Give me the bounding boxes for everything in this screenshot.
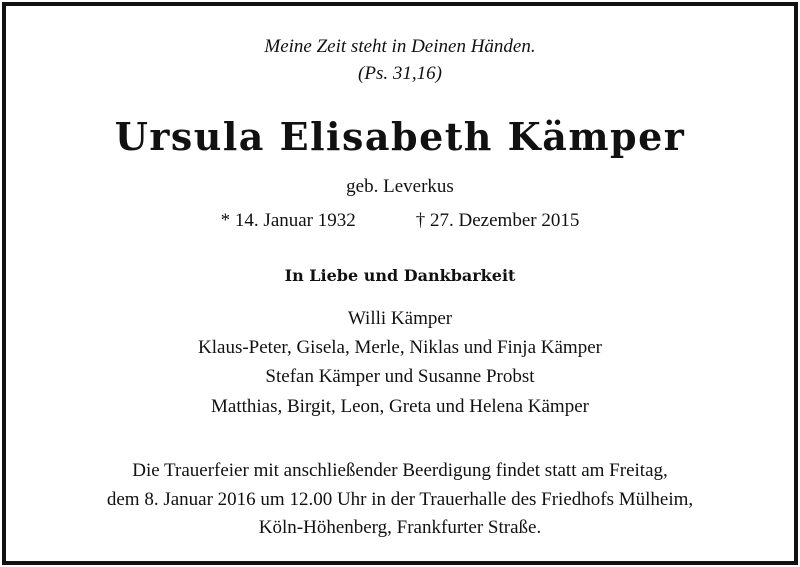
deceased-name: Ursula Elisabeth Kämper xyxy=(114,114,686,159)
mourner-line: Matthias, Birgit, Leon, Greta und Helena Kämper xyxy=(211,396,589,417)
funeral-notice-line: dem 8. Januar 2016 um 12.00 Uhr in der Trauerhalle des Friedhofs Mülheim, xyxy=(106,489,694,510)
motto-quote: Meine Zeit steht in Deinen Händen. xyxy=(264,36,536,57)
maiden-name: geb. Leverkus xyxy=(346,176,454,197)
life-dates xyxy=(0,210,800,232)
motto-reference: (Ps. 31,16) xyxy=(358,63,442,84)
death-date: † 27. Dezember 2015 xyxy=(415,210,580,231)
funeral-notice-line: Köln-Höhenberg, Frankfurter Straße. xyxy=(258,517,542,538)
mourner-line: Klaus-Peter, Gisela, Merle, Niklas und Finja Kämper xyxy=(198,337,602,358)
mourner-line: Stefan Kämper und Susanne Probst xyxy=(265,366,535,387)
birth-date: * 14. Januar 1932 xyxy=(220,210,356,231)
funeral-notice-line: Die Trauerfeier mit anschließender Beerdigung findet statt am Freitag, xyxy=(132,460,668,481)
mourners-heading: In Liebe und Dankbarkeit xyxy=(284,266,516,285)
mourner-line: Willi Kämper xyxy=(347,308,453,329)
